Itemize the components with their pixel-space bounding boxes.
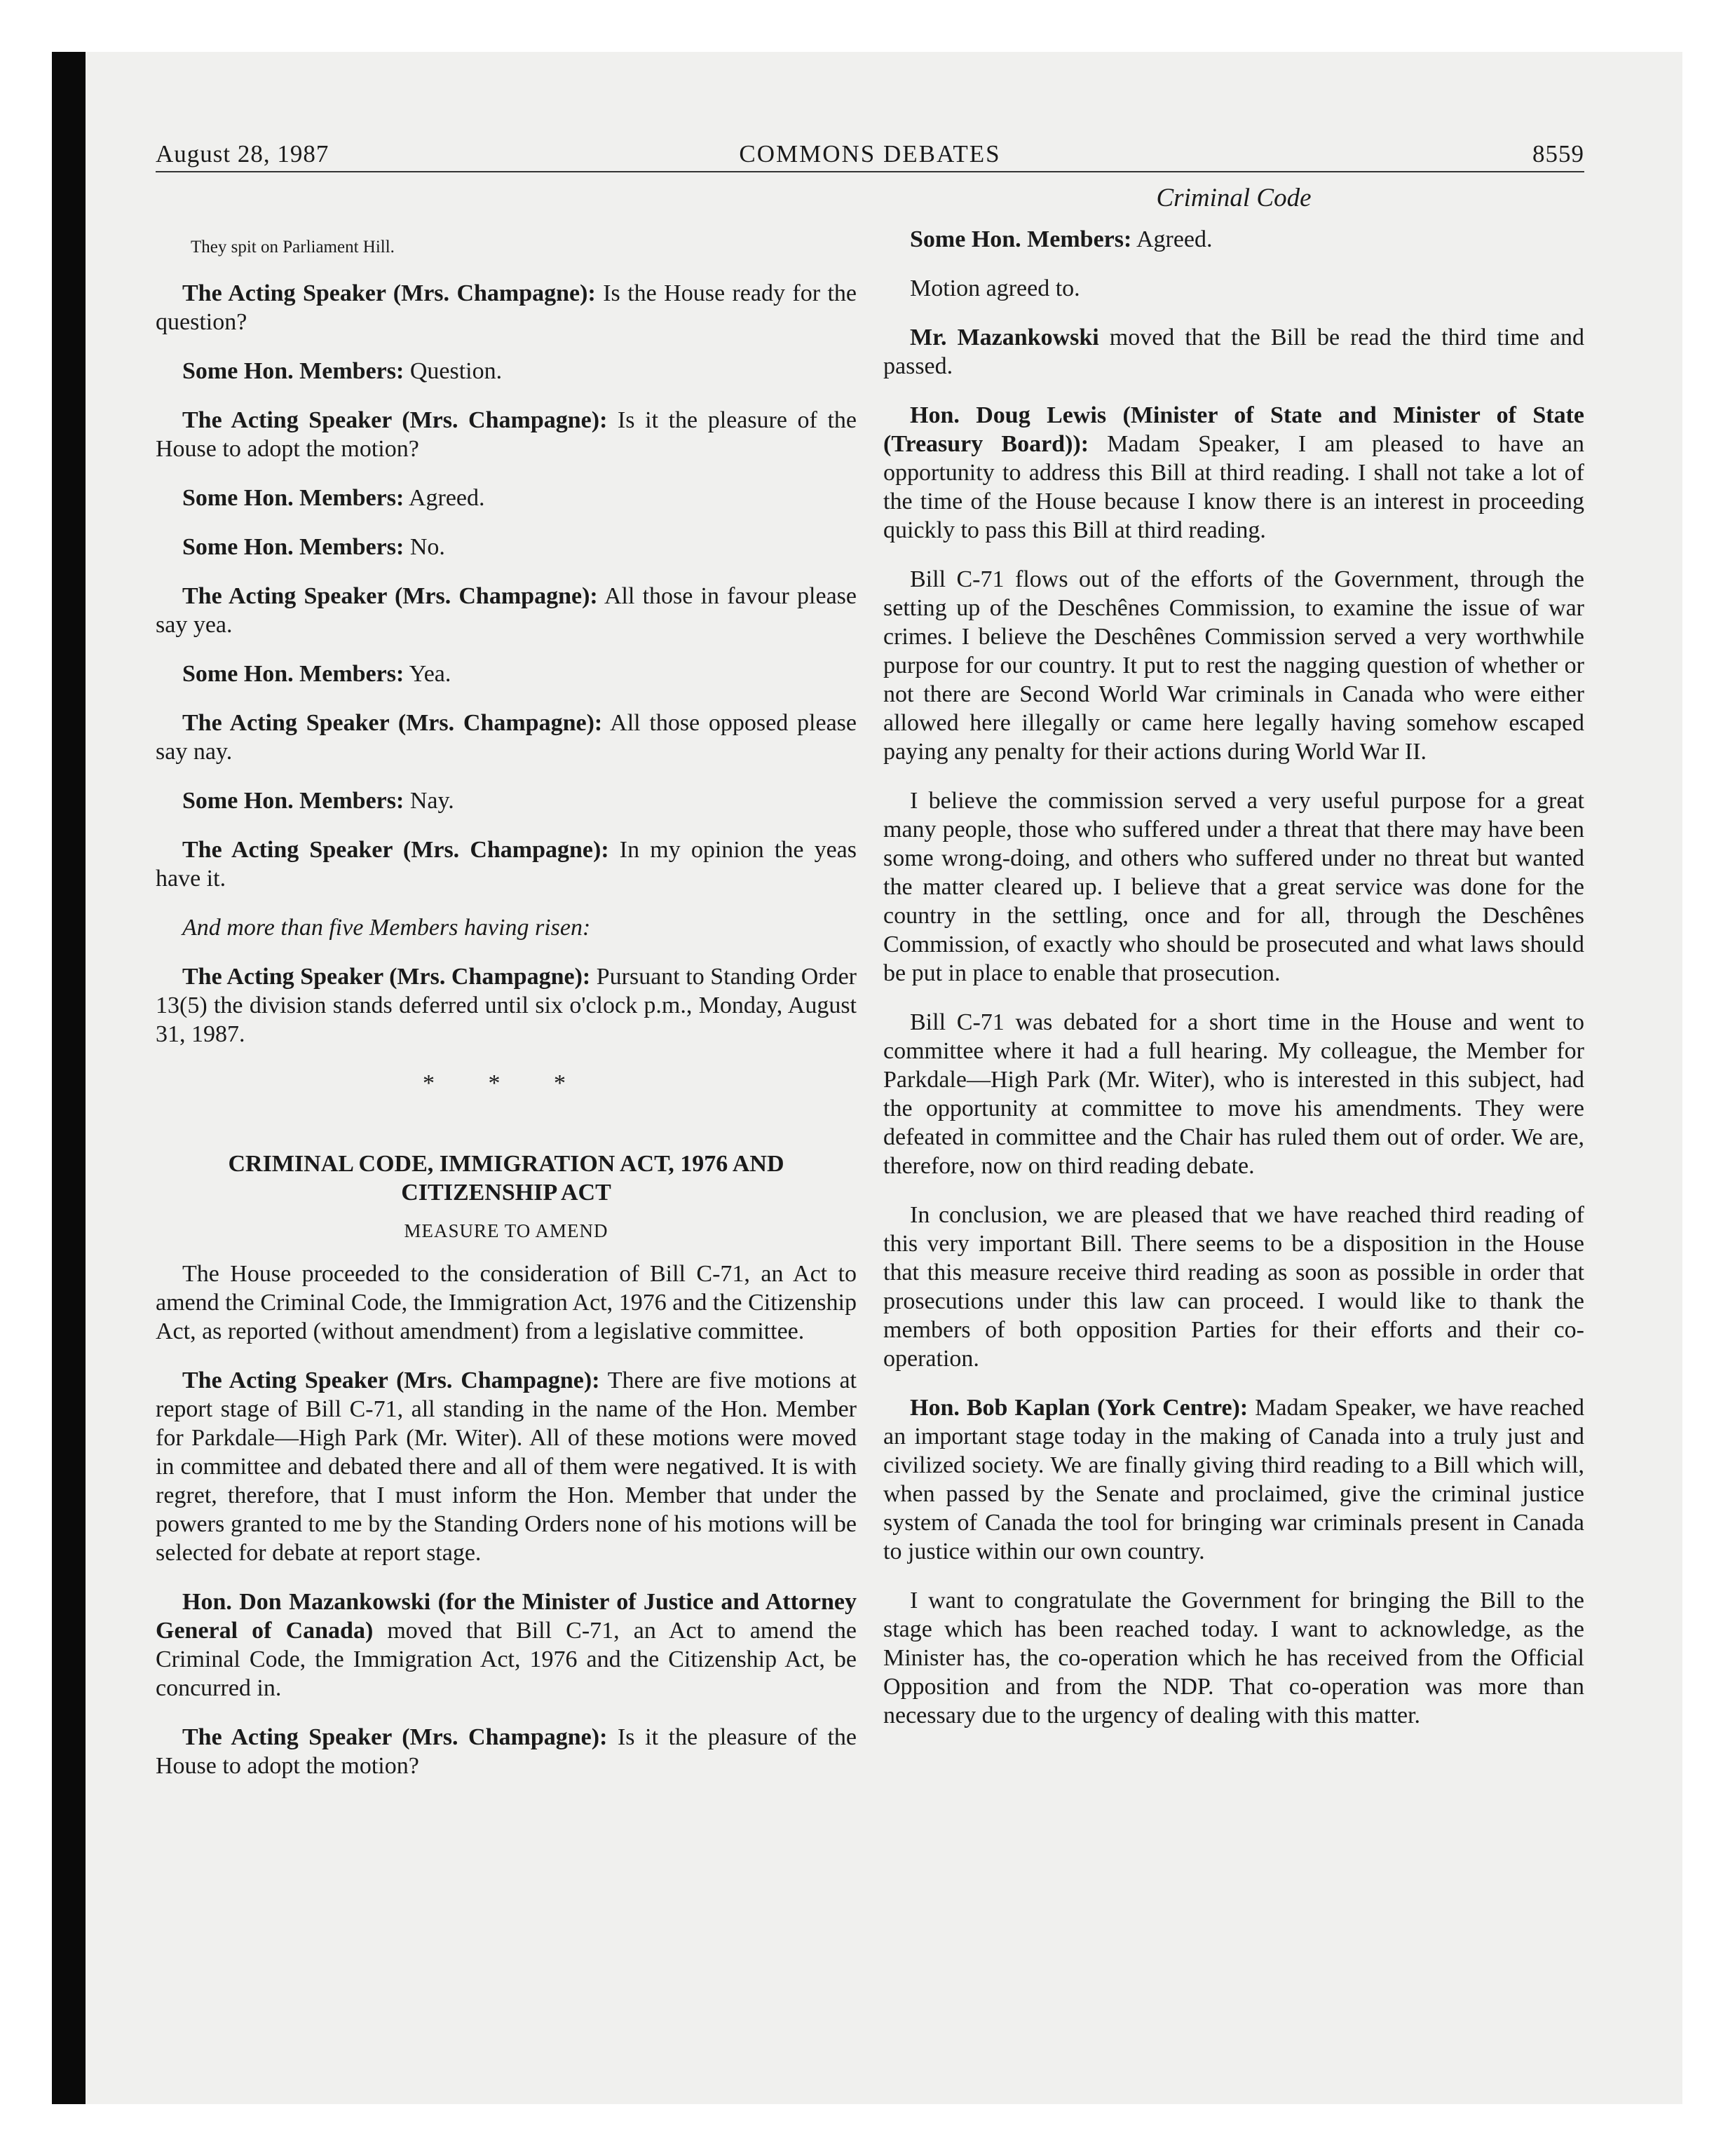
speaker-name: The Acting Speaker (Mrs. Champagne):	[182, 1367, 600, 1393]
speaker-name: Some Hon. Members:	[182, 534, 404, 560]
speech-text: In conclusion, we are pleased that we have reached third reading of this very important Bill. There seems to be a disposition in the House that this measure receive third reading as soon as possible in order that prosecutions under this law can proceed. I would like to thank the members of both opposition Parties for their efforts and their co-operation.	[883, 1202, 1584, 1372]
speaker-name: The Acting Speaker (Mrs. Champagne):	[182, 280, 596, 306]
speech-text: I believe the commission served a very useful purpose for a great many people, those who suffered under a threat that there may have been some wrong-doing, and others who suffered under no threat but wanted the matter cleared up. I believe that a great service was done for the country in the settling, once and for all, through the Deschênes Commission, of exactly who should be prosecuted and what laws should be put in place to enable that prosecution.	[883, 788, 1584, 986]
speech-text: Madam Speaker, I am pleased to have an opportunity to address this Bill at third reading. I shall not take a lot of the time of the House because I know there is an interest in proceeding quickly to pass this Bill at third reading.	[883, 431, 1585, 543]
speech-text: All those in favour please say yea.	[156, 583, 857, 638]
paragraph	[156, 279, 857, 336]
speaker-name: The Acting Speaker (Mrs. Champagne):	[182, 583, 598, 609]
speaker-name: The Acting Speaker (Mrs. Champagne):	[182, 964, 591, 990]
section-subheading: MEASURE TO AMEND	[404, 1220, 608, 1241]
speech-text: Bill C-71 was debated for a short time in the House and went to committee where it had a full hearing. My colleague, the Member for Parkdale—High Park (Mr. Witer), who is interested in this subject, had the opportunity at committee to move his amendments. They were defeated in committee and the Chair has ruled them out of order. We are, therefore, now on third reading debate.	[883, 1009, 1584, 1179]
scan-edge-bar	[52, 52, 86, 2104]
paragraph	[883, 1393, 1584, 1566]
speech-text: moved that the Bill be read the third time and passed.	[883, 325, 1584, 379]
speech-text: Pursuant to Standing Order 13(5) the division stands deferred until six o'clock p.m., Monday, August 31, 1987.	[156, 964, 857, 1047]
page-header	[156, 137, 1584, 172]
speaker-name: Some Hon. Members:	[182, 788, 404, 814]
paragraph	[156, 1588, 857, 1703]
paragraph	[156, 1260, 857, 1346]
speaker-name: Some Hon. Members:	[182, 661, 404, 687]
paragraph	[883, 565, 1584, 766]
speaker-name: The Acting Speaker (Mrs. Champagne):	[182, 1724, 608, 1750]
speech-text: No.	[404, 534, 445, 560]
paragraph	[156, 484, 857, 512]
header-title: COMMONS DEBATES	[739, 140, 1001, 168]
speech-text: Agreed.	[404, 485, 485, 511]
section-separator: * * *	[423, 1070, 590, 1096]
section-heading: CRIMINAL CODE, IMMIGRATION ACT, 1976 AND CITIZENSHIP ACT	[228, 1151, 784, 1206]
photo-caption: They spit on Parliament Hill.	[191, 238, 395, 257]
speech-text: In my opinion the yeas have it.	[156, 837, 857, 892]
paragraph	[883, 225, 1584, 254]
speaker-name: The Acting Speaker (Mrs. Champagne):	[182, 407, 608, 433]
speaker-name: Some Hon. Members:	[182, 485, 404, 511]
speech-text: Yea.	[404, 661, 451, 687]
speaker-name: The Acting Speaker (Mrs. Champagne):	[182, 710, 603, 736]
paragraph	[156, 1723, 857, 1780]
paragraph	[156, 357, 857, 386]
speech-text: All those opposed please say nay.	[156, 710, 857, 765]
left-column	[156, 184, 857, 1801]
speech-text: I want to congratulate the Government for bringing the Bill to the stage which has been reached today. I want to acknowledge, as the Minister has, the co-operation which he has received from the Official Opposition and from the NDP. That co-operation was more than necessary due to the urgency of dealing with this matter.	[883, 1588, 1584, 1728]
paragraph	[156, 962, 857, 1049]
speech-text: Motion agreed to.	[910, 275, 1080, 301]
speaker-name: Some Hon. Members:	[910, 226, 1132, 252]
paragraph	[156, 1366, 857, 1567]
paragraph	[156, 786, 857, 815]
paragraph	[156, 582, 857, 639]
speaker-name: Mr. Mazankowski	[910, 325, 1099, 350]
speech-text: Question.	[404, 358, 503, 384]
speech-text: Madam Speaker, we have reached an important stage today in the making of Canada into a truly just and civilized society. We are finally giving third reading to a Bill which will, when passed by the Senate and proclaimed, give the criminal justice system of Canada the tool for bringing war criminals present in Canada to justice within our own country.	[883, 1395, 1584, 1564]
paragraph	[156, 406, 857, 463]
paragraph	[883, 323, 1584, 381]
speech-text: Is the House ready for the question?	[156, 280, 857, 335]
speech-text: There are five motions at report stage of Bill C-71, all standing in the name of the Hon. Member for Parkdale—High Park (Mr. Witer). All of these motions were moved in committee and debated there and all of them were negatived. It is with regret, therefore, that I must inform the Hon. Member that under the powers granted to me by the Standing Orders none of his motions will be selected for debate at report stage.	[156, 1367, 857, 1566]
procedural-note: And more than five Members having risen:	[182, 915, 591, 941]
paragraph	[156, 533, 857, 561]
speech-text: The House proceeded to the consideration of Bill C-71, an Act to amend the Criminal Code, the Immigration Act, 1976 and the Citizenship Act, as reported (without amendment) from a legislative committee.	[156, 1261, 857, 1344]
paragraph	[883, 1586, 1584, 1730]
speech-text: Is it the pleasure of the House to adopt the motion?	[156, 407, 857, 462]
speaker-name: Some Hon. Members:	[182, 358, 404, 384]
running-head: Criminal Code	[1156, 184, 1312, 212]
paragraph	[883, 786, 1584, 988]
speech-text: Bill C-71 flows out of the efforts of the Government, through the setting up of the Deschênes Commission, to examine the issue of war crimes. I believe the Deschênes Commission served a very worthwhile purpose for our country. It put to rest the nagging question of whether or not there are Second World War criminals in Canada who were either allowed here illegally or came here legally having somehow escaped paying any penalty for their actions during World War II.	[883, 566, 1584, 765]
speech-text: moved that Bill C-71, an Act to amend the Criminal Code, the Immigration Act, 1976 and the Citizenship Act, be concurred in.	[156, 1618, 857, 1701]
header-page-number: 8559	[1532, 140, 1584, 168]
speaker-name: Hon. Don Mazankowski (for the Minister of Justice and Attorney General of Canada)	[156, 1589, 857, 1644]
paragraph	[883, 401, 1584, 545]
speaker-name: Hon. Doug Lewis (Minister of State and Minister of State (Treasury Board)):	[883, 402, 1584, 457]
paragraph	[883, 1008, 1584, 1180]
paragraph	[156, 835, 857, 893]
speech-text: Is it the pleasure of the House to adopt the motion?	[156, 1724, 857, 1779]
paragraph	[883, 1201, 1584, 1373]
header-date: August 28, 1987	[156, 140, 329, 168]
paragraph	[156, 660, 857, 688]
paragraph	[156, 709, 857, 766]
right-column	[883, 184, 1584, 1750]
speaker-name: Hon. Bob Kaplan (York Centre):	[910, 1395, 1248, 1421]
paragraph	[883, 274, 1584, 303]
speaker-name: The Acting Speaker (Mrs. Champagne):	[182, 837, 609, 863]
speech-text: Nay.	[404, 788, 454, 814]
speech-text: Agreed.	[1131, 226, 1213, 252]
